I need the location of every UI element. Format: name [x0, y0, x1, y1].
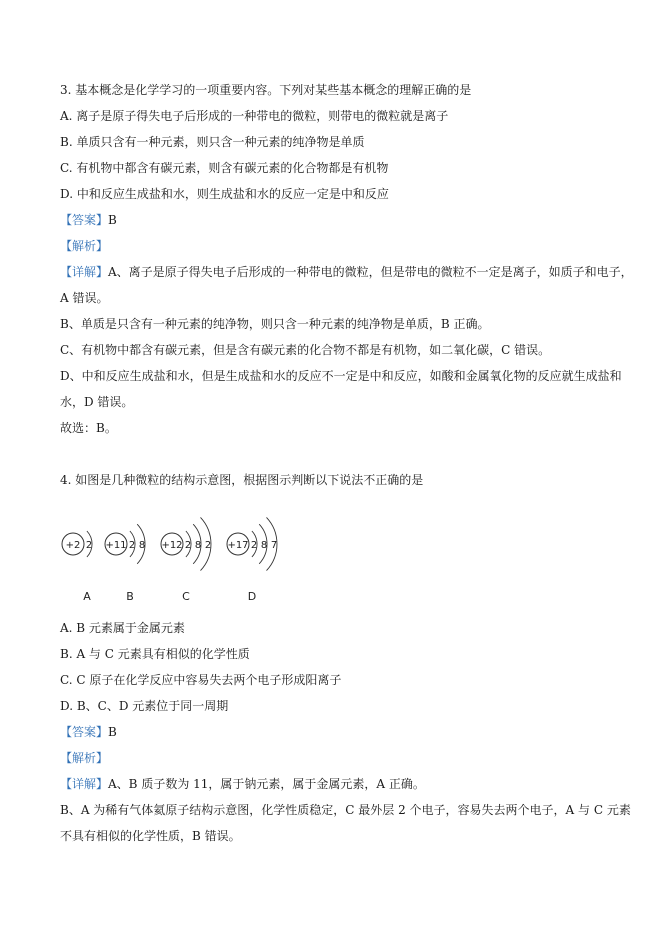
particles-layer [62, 517, 277, 603]
q3-detail-line: B、单质是只含有一种元素的纯净物，则只含一种元素的纯净物是单质，B 正确。 [60, 317, 490, 331]
shell-electron-count: 8 [260, 540, 268, 551]
q3-option-b: B. 单质只含有一种元素，则只含一种元素的纯净物是单质 [60, 135, 365, 149]
nucleus-charge: +11 [105, 540, 127, 551]
detail-tag: 【详解】 [60, 265, 109, 279]
particle-label: A [83, 590, 91, 603]
q3-conclusion: 故选：B。 [60, 421, 117, 435]
q3-stem: 3. 基本概念是化学学习的一项重要内容。下列对某些基本概念的理解正确的是 [60, 83, 472, 97]
shell-electron-count: 8 [194, 540, 202, 551]
particle-label: D [247, 590, 257, 603]
q4-option-c: C. C 原子在化学反应中容易失去两个电子形成阳离子 [60, 673, 342, 687]
particle-c [161, 517, 211, 603]
atomic-structure-diagram [58, 500, 308, 610]
particle-d [227, 517, 277, 603]
particle-a [62, 531, 92, 603]
answer-value: B [108, 213, 117, 227]
detail-tag: 【详解】 [60, 777, 109, 791]
q4-detail-line [60, 776, 425, 792]
q3-option-d: D. 中和反应生成盐和水，则生成盐和水的反应一定是中和反应 [60, 187, 389, 201]
q3-detail-line: C、有机物中都含有碳元素，但是含有碳元素的化合物不都是有机物，如二氧化碳，C 错误。 [60, 343, 551, 357]
nucleus-charge: +12 [161, 540, 183, 551]
shell-electron-count: 2 [128, 540, 136, 551]
shell-electron-count: 2 [204, 540, 212, 551]
answer-tag: 【答案】 [60, 213, 109, 227]
q4-option-d: D. B、C、D 元素位于同一周期 [60, 699, 229, 713]
shell-electron-count: 2 [184, 540, 192, 551]
q3-option-c: C. 有机物中都含有碳元素，则含有碳元素的化合物都是有机物 [60, 161, 389, 175]
answer-tag: 【答案】 [60, 725, 109, 739]
q3-detail-line: A 错误。 [60, 291, 109, 305]
detail-text: A、B 质子数为 11，属于钠元素，属于金属元素，A 正确。 [108, 777, 425, 791]
particle-label: C [182, 590, 190, 603]
particle-label: B [126, 590, 134, 603]
q4-detail-line: B、A 为稀有气体氦原子结构示意图，化学性质稳定，C 最外层 2 个电子，容易失去两个电子，A 与 C 元素 [60, 803, 631, 817]
q4-option-a: A. B 元素属于金属元素 [60, 621, 185, 635]
analysis-tag: 【解析】 [60, 239, 109, 253]
q4-answer [60, 724, 117, 740]
shell-electron-count: 2 [85, 540, 93, 551]
q4-detail-line: 不具有相似的化学性质，B 错误。 [60, 829, 241, 843]
nucleus-charge: +2 [65, 540, 81, 551]
q4-option-b: B. A 与 C 元素具有相似的化学性质 [60, 647, 250, 661]
nucleus-charge: +17 [227, 540, 249, 551]
shell-electron-count: 2 [250, 540, 258, 551]
q3-detail-line: D、中和反应生成盐和水，但是生成盐和水的反应不一定是中和反应，如酸和金属氧化物的反应就生成盐和 [60, 369, 622, 383]
analysis-tag: 【解析】 [60, 751, 109, 765]
q3-answer [60, 212, 117, 228]
shell-electron-count: 7 [270, 540, 278, 551]
shell-electron-count: 8 [138, 540, 146, 551]
q3-option-a: A. 离子是原子得失电子后形成的一种带电的微粒，则带电的微粒就是离子 [60, 109, 449, 123]
q3-detail-line [60, 264, 633, 280]
q4-analysis-tag [60, 750, 108, 766]
particle-b [105, 524, 145, 603]
answer-value: B [108, 725, 117, 739]
detail-text: A、离子是原子得失电子后形成的一种带电的微粒，但是带电的微粒不一定是离子，如质子和电子， [108, 265, 633, 279]
q3-detail-line: 水，D 错误。 [60, 395, 134, 409]
q3-analysis-tag [60, 238, 108, 254]
q4-stem: 4. 如图是几种微粒的结构示意图，根据图示判断以下说法不正确的是 [60, 473, 424, 487]
